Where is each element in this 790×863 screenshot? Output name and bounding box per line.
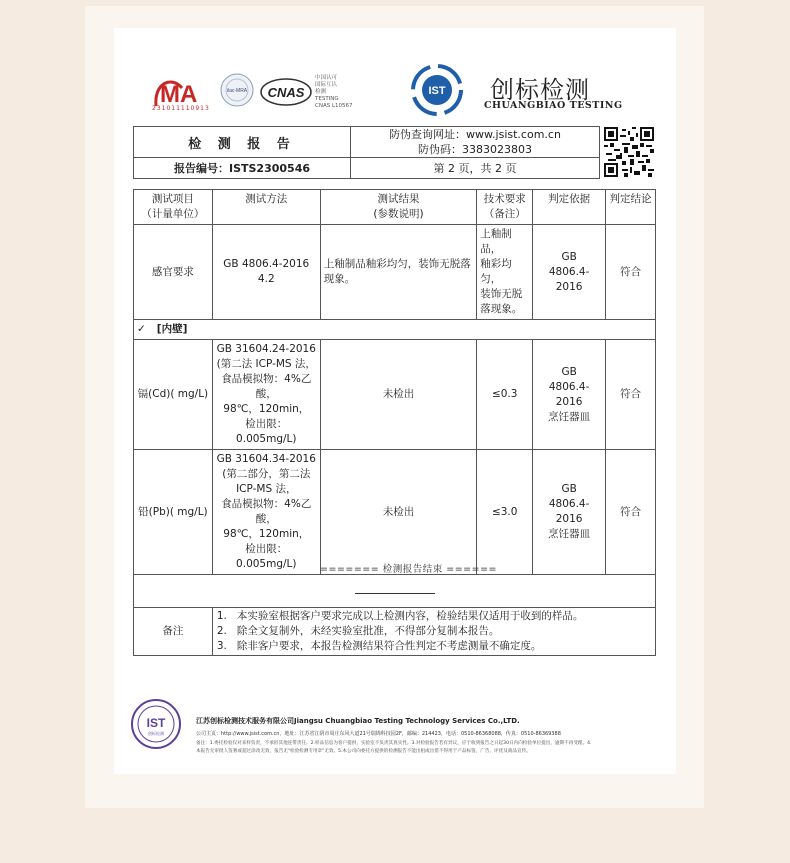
remark-item: 2. 除全文复制外，未经实验室批准，不得部分复制本报告。 <box>216 625 500 637</box>
sensory-requirement: 上釉制品， 釉彩均匀， 装饰无脱 落现象。 <box>477 225 533 320</box>
pb-basis: GB 4806.4-2016 烹饪器皿 <box>533 450 606 575</box>
cd-method: GB 31604.24-2016 (第二法 ICP-MS 法， 食品模拟物：4%乙酸， 98℃，120min， 检出限：0.005mg/L) <box>212 340 320 450</box>
pb-method: GB 31604.34-2016 (第二部分，第二法 ICP-MS 法， 食品模拟物：4%乙酸， 98℃，120min， 检出限：0.005mg/L) <box>212 450 320 575</box>
footer-note-1: 备注：1.委托检验仅对来样负责，不承担其他连带责任。2.样品信息为客户提供，实验室不负责其真实性。3.对检验报告若有异议，应于收到报告之日起30日内向检验单位提出，逾期不再受理。4. <box>196 741 592 746</box>
section-label-cell <box>134 320 656 340</box>
header-method: 测试方法 <box>212 190 320 225</box>
results-table <box>133 189 656 656</box>
cd-requirement: ≤0.3 <box>477 340 533 450</box>
pb-item: 铅(Pb)( mg/L) <box>134 450 213 575</box>
cd-result: 未检出 <box>320 340 477 450</box>
cd-conclusion: 符合 <box>606 340 656 450</box>
cd-basis: GB 4806.4-2016 烹饪器皿 <box>533 340 606 450</box>
pb-result: 未检出 <box>320 450 477 575</box>
remark-item: 3. 除非客户要求，本报告检测结果符合性判定不考虑测量不确定度。 <box>216 640 542 652</box>
ilac-mra-logo <box>219 72 255 108</box>
verify-code: 防伪码：3383023803 <box>418 143 532 156</box>
sensory-result: 上釉制品釉彩均匀，装饰无脱落现象。 <box>320 225 477 320</box>
seal-label: IST <box>146 716 166 730</box>
cma-label: MA <box>160 81 198 108</box>
header-requirement: 技术要求 （备注） <box>477 190 533 225</box>
pb-requirement: ≤3.0 <box>477 450 533 575</box>
remark-item: 1. 本实验室根据客户要求完成以上检测内容，检验结果仅适用于收到的样品。 <box>216 610 584 622</box>
remarks-list <box>212 608 655 656</box>
header-conclusion: 判定结论 <box>606 190 656 225</box>
cnas-label: CNAS <box>267 85 305 100</box>
company-address: 公司主页：http://www.jsist.com.cn，地址：江苏省江阴市周庄东风大道21号瑞锦科技园2F，邮编：214423，电话：0510-86368088，传真：0510-86369388 <box>196 731 561 737</box>
verify-cell <box>351 127 600 158</box>
report-end-text: ======= 检测报告结束 ====== <box>320 564 498 575</box>
table-row <box>134 225 656 320</box>
cnas-accreditation-text: 中国认可 国际互认 检测 TESTING CNAS L10567 <box>315 75 353 109</box>
sensory-method: GB 4806.4-2016 4.2 <box>212 225 320 320</box>
report-info-table <box>133 126 600 179</box>
section-row-inner-wall <box>134 320 656 340</box>
blank-cell <box>134 575 656 608</box>
seal-sub-label: 创标检测 <box>148 731 164 736</box>
sensory-item: 感官要求 <box>134 225 213 320</box>
pb-conclusion: 符合 <box>606 450 656 575</box>
ilac-label: ilac-MRA <box>226 88 248 94</box>
table-header-row <box>134 190 656 225</box>
report-title: 检 测 报 告 <box>134 127 351 158</box>
sensory-conclusion: 符合 <box>606 225 656 320</box>
table-row <box>134 340 656 450</box>
ist-logo <box>411 64 463 116</box>
cnas-logo <box>260 77 312 107</box>
cma-number: 231011110913 <box>152 105 210 112</box>
blank-row <box>134 575 656 608</box>
report-number: 报告编号：ISTS2300546 <box>134 158 351 179</box>
separator-line <box>355 593 435 594</box>
brand-name-en: CHUANGBIAO TESTING <box>484 100 623 111</box>
remarks-label: 备注 <box>134 608 213 656</box>
sensory-basis: GB 4806.4-2016 <box>533 225 606 320</box>
qr-code <box>604 127 654 177</box>
footer-note-2: 本报告无审批人签署或超过涂改无效，报告无"检验检测专用章"无效。5.本公司向委托方提供的检测报告不能出租或出借不得用于产品标签、广告、评优及商品宣传。 <box>196 749 531 754</box>
header-item: 测试项目 （计量单位） <box>134 190 213 225</box>
company-seal <box>130 698 182 750</box>
ist-label: IST <box>428 85 446 97</box>
verify-site: 防伪查询网址：www.jsist.com.cn <box>389 128 561 141</box>
cd-item: 镉(Cd)( mg/L) <box>134 340 213 450</box>
check-icon: ✓ <box>137 323 146 335</box>
header-result: 测试结果 (参数说明) <box>320 190 477 225</box>
section-label: [内壁] <box>156 323 188 335</box>
page-info: 第 2 页，共 2 页 <box>351 158 600 179</box>
table-row <box>134 450 656 575</box>
company-name: 江苏创标检测技术服务有限公司Jiangsu Chuangbiao Testing Technology Services Co.,LTD. <box>196 717 520 725</box>
header-basis: 判定依据 <box>533 190 606 225</box>
remarks-row <box>134 608 656 656</box>
brand-name-cn: 创标检测 <box>490 76 590 104</box>
